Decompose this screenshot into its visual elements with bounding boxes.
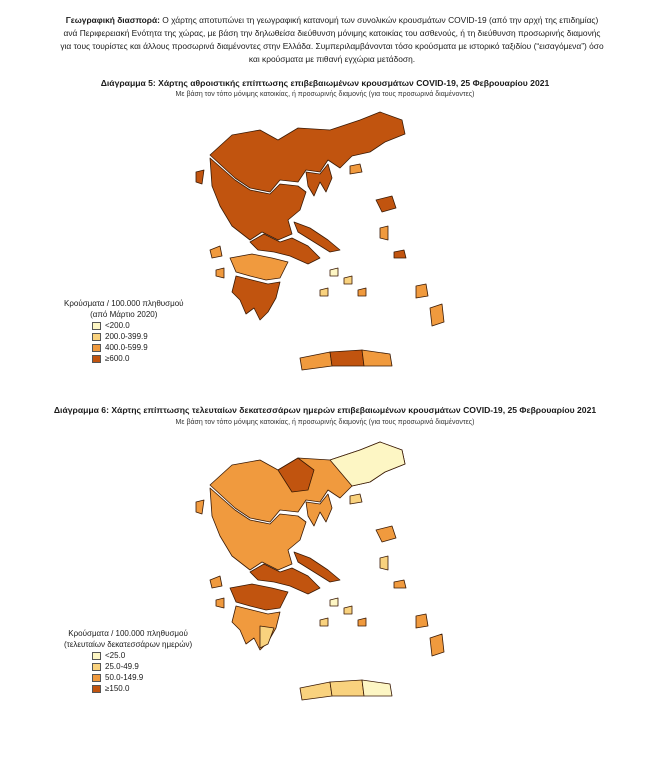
legend2-subtitle: (τελευταίων δεκατεσσάρων ημερών) (64, 640, 193, 649)
region-limnos (350, 164, 362, 174)
legend2-title: Κρούσματα / 100.000 πληθυσμού (68, 629, 188, 638)
region-peloponnese-north (230, 254, 288, 280)
region-zakynthos (216, 598, 224, 608)
legend-figure2 (64, 628, 192, 694)
legend-swatch (92, 652, 101, 660)
region-cyclades-4 (320, 288, 328, 296)
region-cyclades-3 (358, 618, 366, 626)
legend-swatch (92, 355, 101, 363)
legend2-item: 25.0-49.9 (92, 661, 192, 672)
region-samos (394, 580, 406, 588)
region-cyclades-1 (330, 268, 338, 276)
figure2-subtitle: Με βάση τον τόπο μόνιμης κατοικίας, ή προσωρινής διαμονής (για τους προσωρινά διαμένοντες) (175, 419, 475, 426)
legend2-item: <25.0 (92, 650, 192, 661)
region-peloponnese-south (232, 276, 280, 320)
legend-swatch (92, 322, 101, 330)
region-crete-west (300, 682, 332, 700)
region-kefalonia (210, 246, 222, 258)
legend-swatch (92, 663, 101, 671)
region-limnos (350, 494, 362, 504)
region-crete-west (300, 352, 332, 370)
figure1-subtitle: Με βάση τον τόπο μόνιμης κατοικίας, ή προσωρινής διαμονής (για τους προσωρινά διαμένοντες) (175, 91, 475, 98)
region-rhodes (430, 634, 444, 656)
region-chios (380, 556, 388, 570)
region-cyclades-2 (344, 606, 352, 614)
legend-figure1 (64, 298, 184, 364)
legend-swatch (92, 674, 101, 682)
region-dodecanese (416, 284, 428, 298)
figure1-title: Διάγραμμα 5: Χάρτης αθροιστικής επίπτωσης επιβεβαιωμένων κρουσμάτων COVID-19, 25 Φεβρουαρίου 2021 (100, 78, 550, 88)
intro-paragraph (58, 14, 606, 66)
region-lesvos (376, 196, 396, 212)
region-laconia (260, 626, 274, 648)
region-corfu (196, 500, 204, 514)
region-chios (380, 226, 388, 240)
region-cyclades-2 (344, 276, 352, 284)
map-cumulative-incidence (180, 100, 450, 385)
region-crete-central (330, 680, 364, 696)
region-crete-east (362, 680, 392, 696)
figure2-title: Διάγραμμα 6: Χάρτης επίπτωσης τελευταίων δεκατεσσάρων ημερών επιβεβαιωμένων κρουσμάτων COVID-19, 25 Φεβρουαρίου 2021 (53, 405, 597, 415)
region-cyclades-4 (320, 618, 328, 626)
legend1-title: Κρούσματα / 100.000 πληθυσμού (64, 299, 184, 308)
legend1-item: 400.0-599.9 (92, 342, 184, 353)
legend1-subtitle: (από Μάρτιο 2020) (90, 310, 158, 319)
legend-swatch (92, 333, 101, 341)
legend-swatch (92, 344, 101, 352)
legend2-item: ≥150.0 (92, 683, 192, 694)
region-zakynthos (216, 268, 224, 278)
region-cyclades-1 (330, 598, 338, 606)
legend1-item: ≥600.0 (92, 353, 184, 364)
map-14day-incidence (180, 430, 450, 715)
region-crete-east (362, 350, 392, 366)
intro-text: Ο χάρτης αποτυπώνει τη γεωγραφική κατανομή των συνολικών κρουσμάτων COVID-19 (από την αρχή της επιδημίας) ανά Περιφερειακή Ενότητα της χώρας, με βάση την δηλωθείσα διεύθυνση μόνιμης κατοικίας του ασθενούς, ή τη διεύθυνση προσωρινής διαμονής για τους τουρίστες και άλλους προσωρινά διαμένοντες στην Ελλάδα. Συμπεριλαμβάνονται τόσο κρούσματα με ιστορικό ταξιδίου (“εισαγόμενα”) όσο και κρούσματα με πιθανή εγχώρια μετάδοση. (60, 15, 604, 64)
region-kefalonia (210, 576, 222, 588)
region-dodecanese (416, 614, 428, 628)
intro-label: Γεωγραφική διασπορά: (65, 15, 160, 25)
region-samos (394, 250, 406, 258)
region-crete-central (330, 350, 364, 366)
region-cyclades-3 (358, 288, 366, 296)
region-lesvos (376, 526, 396, 542)
region-peloponnese-north (230, 584, 288, 610)
legend2-item: 50.0-149.9 (92, 672, 192, 683)
legend1-item: <200.0 (92, 320, 184, 331)
legend-swatch (92, 685, 101, 693)
region-rhodes (430, 304, 444, 326)
region-corfu (196, 170, 204, 184)
legend1-item: 200.0-399.9 (92, 331, 184, 342)
